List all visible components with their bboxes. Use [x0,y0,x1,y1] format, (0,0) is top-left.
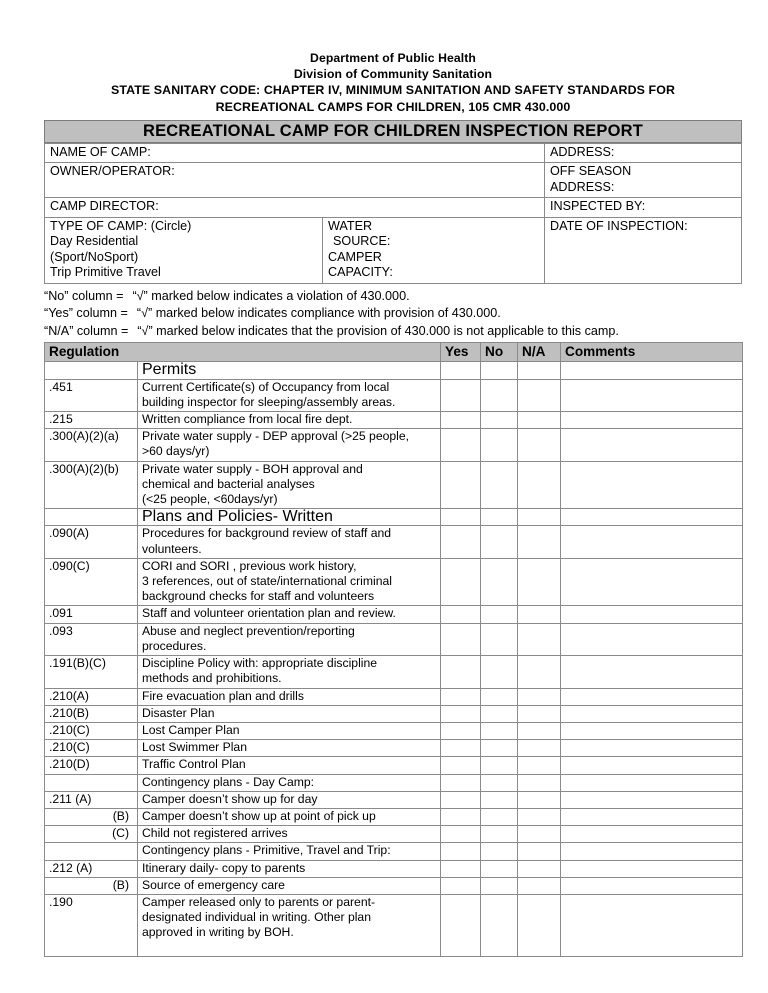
legend-text-na: “√” marked below indicates that the provision of 430.000 is not applicable to this camp. [137,323,619,338]
type-of-camp-option-1[interactable]: Day Residential [50,234,139,249]
water-source-line-2: SOURCE: [333,234,391,249]
cell-regulation: .212 (A) [45,860,138,877]
cell-na-checkbox[interactable] [518,877,561,894]
cell-regulation: (C) [45,826,138,843]
cell-no-checkbox[interactable] [481,362,518,379]
cell-no-checkbox[interactable] [481,877,518,894]
cell-yes-checkbox[interactable] [441,606,481,623]
cell-comments-checkbox[interactable] [561,877,743,894]
cell-yes-checkbox[interactable] [441,558,481,606]
cell-no-checkbox[interactable] [481,843,518,860]
camper-capacity-line-2: CAPACITY: [328,265,393,280]
checklist-body [45,362,743,957]
cell-regulation: .300(A)(2)(a) [45,429,138,461]
cell-na-checkbox[interactable] [518,860,561,877]
legend-text-yes: “√” marked below indicates compliance with provision of 430.000. [136,306,501,321]
cell-yes-checkbox[interactable] [441,843,481,860]
cell-yes-checkbox[interactable] [441,429,481,461]
checklist-row [45,791,743,808]
cell-regulation: .215 [45,412,138,429]
cell-no-checkbox[interactable] [481,757,518,774]
legend-row-yes [44,305,742,323]
masthead-line-code-1: STATE SANITARY CODE: CHAPTER IV, MINIMUM SANITATION AND SAFETY STANDARDS FOR [110,83,676,98]
cell-no-checkbox[interactable] [481,688,518,705]
cell-regulation: .191(B)(C) [45,656,138,688]
cell-regulation: .190 [45,894,138,956]
cell-na-checkbox[interactable] [518,826,561,843]
camp-info-table [44,143,742,284]
cell-regulation: .210(A) [45,688,138,705]
checklist-row [45,826,743,843]
cell-comments-checkbox[interactable] [561,705,743,722]
column-header-na: N/A [518,343,561,362]
info-row-owner-offseason [45,163,742,198]
cell-comments-checkbox[interactable] [561,379,743,411]
cell-yes-checkbox[interactable] [441,894,481,956]
cell-no-checkbox[interactable] [481,740,518,757]
cell-comments-checkbox[interactable] [561,558,743,606]
cell-regulation: .090(A) [45,526,138,558]
checklist-row [45,843,743,860]
checklist-row [45,412,743,429]
cell-section-title: Plans and Policies- Written [138,509,441,526]
cell-yes-checkbox[interactable] [441,808,481,825]
field-inspected-by[interactable]: INSPECTED BY: [545,198,742,218]
cell-na-checkbox[interactable] [518,705,561,722]
field-off-season-address[interactable] [545,163,742,198]
cell-regulation: .451 [45,379,138,411]
cell-regulation: .210(C) [45,740,138,757]
inspection-checklist-table [44,342,743,957]
cell-na-checkbox[interactable] [518,843,561,860]
cell-yes-checkbox[interactable] [441,877,481,894]
cell-comments-checkbox[interactable] [561,461,743,509]
masthead-line-department: Department of Public Health [310,51,476,65]
checklist-row [45,558,743,606]
checklist-row [45,740,743,757]
cell-yes-checkbox[interactable] [441,757,481,774]
cell-yes-checkbox[interactable] [441,860,481,877]
checklist-section-row [45,509,743,526]
cell-no-checkbox[interactable] [481,526,518,558]
cell-description: Contingency plans - Day Camp: [138,774,441,791]
cell-yes-checkbox[interactable] [441,379,481,411]
cell-no-checkbox[interactable] [481,412,518,429]
cell-description: Procedures for background review of staff and volunteers. [138,526,441,558]
cell-regulation [45,509,138,526]
cell-comments-checkbox[interactable] [561,429,743,461]
checklist-header-row [45,343,743,362]
camper-capacity-line-1: CAMPER [328,249,382,264]
cell-no-checkbox[interactable] [481,826,518,843]
cell-no-checkbox[interactable] [481,705,518,722]
cell-na-checkbox[interactable] [518,606,561,623]
cell-na-checkbox[interactable] [518,774,561,791]
cell-na-checkbox[interactable] [518,362,561,379]
cell-regulation: .210(D) [45,757,138,774]
checklist-row [45,461,743,509]
cell-description: Abuse and neglect prevention/reporting procedures. [138,623,441,655]
cell-comments-checkbox[interactable] [561,740,743,757]
cell-na-checkbox[interactable] [518,722,561,739]
cell-section-title: Permits [138,362,441,379]
field-address[interactable]: ADDRESS: [545,143,742,163]
info-row-director-inspector [45,198,742,218]
cell-comments-checkbox[interactable] [561,860,743,877]
cell-description: Contingency plans - Primitive, Travel and Trip: [138,843,441,860]
field-name-of-camp[interactable]: NAME OF CAMP: [45,143,545,163]
legend-row-no [44,288,742,306]
legend-text-no: “√” marked below indicates a violation of 430.000. [132,288,410,303]
cell-description: Private water supply - BOH approval and chemical and bacterial analyses (<25 people, <60days/yr) [138,461,441,509]
cell-na-checkbox[interactable] [518,526,561,558]
cell-regulation [45,843,138,860]
legend-row-na [44,323,742,341]
cell-regulation: (B) [45,808,138,825]
cell-no-checkbox[interactable] [481,791,518,808]
cell-no-checkbox[interactable] [481,379,518,411]
field-water-source-capacity[interactable] [323,217,545,283]
cell-comments-checkbox[interactable] [561,791,743,808]
column-header-regulation: Regulation [45,343,441,362]
field-date-of-inspection[interactable]: DATE OF INSPECTION: [545,217,742,283]
cell-na-checkbox[interactable] [518,791,561,808]
cell-regulation [45,774,138,791]
cell-na-checkbox[interactable] [518,379,561,411]
type-of-camp-option-2[interactable]: (Sport/NoSport) [50,249,139,264]
type-of-camp-label: TYPE OF CAMP: (Circle) [50,218,192,233]
cell-regulation: .210(B) [45,705,138,722]
checklist-row [45,705,743,722]
field-camp-director[interactable]: CAMP DIRECTOR: [45,198,545,218]
cell-comments-checkbox[interactable] [561,509,743,526]
cell-comments-checkbox[interactable] [561,722,743,739]
cell-description: Discipline Policy with: appropriate discipline methods and prohibitions. [138,656,441,688]
cell-yes-checkbox[interactable] [441,688,481,705]
cell-na-checkbox[interactable] [518,656,561,688]
cell-comments-checkbox[interactable] [561,362,743,379]
cell-yes-checkbox[interactable] [441,722,481,739]
cell-no-checkbox[interactable] [481,509,518,526]
field-owner-operator[interactable]: OWNER/OPERATOR: [45,163,545,198]
cell-yes-checkbox[interactable] [441,526,481,558]
cell-no-checkbox[interactable] [481,606,518,623]
cell-yes-checkbox[interactable] [441,705,481,722]
cell-regulation: .090(C) [45,558,138,606]
info-row-type-water-date [45,217,742,283]
cell-description: Source of emergency care [138,877,441,894]
cell-na-checkbox[interactable] [518,461,561,509]
cell-regulation: .300(A)(2)(b) [45,461,138,509]
column-header-yes: Yes [441,343,481,362]
cell-yes-checkbox[interactable] [441,623,481,655]
cell-no-checkbox[interactable] [481,860,518,877]
field-type-of-camp[interactable] [45,217,323,283]
checklist-row [45,379,743,411]
cell-na-checkbox[interactable] [518,894,561,956]
cell-comments-checkbox[interactable] [561,774,743,791]
cell-no-checkbox[interactable] [481,558,518,606]
cell-description: Traffic Control Plan [138,757,441,774]
cell-yes-checkbox[interactable] [441,509,481,526]
info-row-name-address [45,143,742,163]
cell-description: Disaster Plan [138,705,441,722]
cell-comments-checkbox[interactable] [561,843,743,860]
type-of-camp-option-3[interactable]: Trip Primitive Travel [50,265,161,280]
cell-no-checkbox[interactable] [481,656,518,688]
checklist-row [45,623,743,655]
cell-na-checkbox[interactable] [518,623,561,655]
cell-comments-checkbox[interactable] [561,623,743,655]
cell-comments-checkbox[interactable] [561,808,743,825]
cell-comments-checkbox[interactable] [561,894,743,956]
cell-regulation: .210(C) [45,722,138,739]
cell-no-checkbox[interactable] [481,808,518,825]
checklist-row [45,526,743,558]
column-header-comments: Comments [561,343,743,362]
masthead-line-division: Division of Community Sanitation [293,67,493,82]
checklist-row [45,656,743,688]
report-title-bar: RECREATIONAL CAMP FOR CHILDREN INSPECTION REPORT [44,120,742,143]
cell-na-checkbox[interactable] [518,740,561,757]
cell-no-checkbox[interactable] [481,623,518,655]
cell-description: Private water supply - DEP approval (>25 people, >60 days/yr) [138,429,441,461]
cell-regulation: (B) [45,877,138,894]
cell-yes-checkbox[interactable] [441,461,481,509]
cell-comments-checkbox[interactable] [561,526,743,558]
cell-na-checkbox[interactable] [518,757,561,774]
water-source-line-1: WATER [328,218,373,233]
cell-description: Camper released only to parents or parent- designated individual in writing. Other plan approved in writing by BOH. [138,894,441,956]
off-season-line-2: ADDRESS: [550,179,615,194]
cell-yes-checkbox[interactable] [441,362,481,379]
checklist-row [45,860,743,877]
column-header-no: No [481,343,518,362]
cell-regulation [45,362,138,379]
cell-description: Written compliance from local fire dept. [138,412,441,429]
cell-comments-checkbox[interactable] [561,757,743,774]
cell-regulation: .093 [45,623,138,655]
cell-no-checkbox[interactable] [481,429,518,461]
cell-comments-checkbox[interactable] [561,606,743,623]
cell-yes-checkbox[interactable] [441,791,481,808]
cell-na-checkbox[interactable] [518,558,561,606]
cell-description: Child not registered arrives [138,826,441,843]
cell-no-checkbox[interactable] [481,894,518,956]
checklist-row [45,808,743,825]
cell-comments-checkbox[interactable] [561,826,743,843]
cell-yes-checkbox[interactable] [441,826,481,843]
cell-comments-checkbox[interactable] [561,412,743,429]
cell-no-checkbox[interactable] [481,774,518,791]
cell-na-checkbox[interactable] [518,412,561,429]
cell-yes-checkbox[interactable] [441,656,481,688]
cell-comments-checkbox[interactable] [561,688,743,705]
cell-na-checkbox[interactable] [518,429,561,461]
cell-description: Lost Swimmer Plan [138,740,441,757]
checklist-row [45,722,743,739]
cell-comments-checkbox[interactable] [561,656,743,688]
checklist-row [45,606,743,623]
cell-yes-checkbox[interactable] [441,412,481,429]
legend-label-na: “N/A” column = [44,323,129,338]
cell-na-checkbox[interactable] [518,808,561,825]
cell-description: Camper doesn’t show up at point of pick up [138,808,441,825]
cell-na-checkbox[interactable] [518,509,561,526]
legend-label-yes: “Yes” column = [44,306,128,321]
checklist-row [45,894,743,956]
cell-na-checkbox[interactable] [518,688,561,705]
cell-description: Fire evacuation plan and drills [138,688,441,705]
cell-regulation: .211 (A) [45,791,138,808]
checklist-section-row [45,362,743,379]
checklist-row [45,877,743,894]
cell-yes-checkbox[interactable] [441,740,481,757]
cell-yes-checkbox[interactable] [441,774,481,791]
cell-no-checkbox[interactable] [481,461,518,509]
cell-no-checkbox[interactable] [481,722,518,739]
cell-description: Staff and volunteer orientation plan and review. [138,606,441,623]
cell-description: CORI and SORI , previous work history, 3 references, out of state/international criminal background checks for staff and volunteers [138,558,441,606]
document-masthead [44,50,742,115]
checklist-row [45,757,743,774]
cell-description: Current Certificate(s) of Occupancy from local building inspector for sleeping/assembly areas. [138,379,441,411]
cell-regulation: .091 [45,606,138,623]
cell-description: Lost Camper Plan [138,722,441,739]
column-legend [44,288,742,341]
checklist-row [45,774,743,791]
checklist-row [45,688,743,705]
off-season-line-1: OFF SEASON [550,164,632,179]
cell-description: Camper doesn’t show up for day [138,791,441,808]
cell-description: Itinerary daily- copy to parents [138,860,441,877]
checklist-row [45,429,743,461]
masthead-line-code-2: RECREATIONAL CAMPS FOR CHILDREN, 105 CMR 430.000 [215,99,571,114]
legend-label-no: “No” column = [44,288,124,303]
